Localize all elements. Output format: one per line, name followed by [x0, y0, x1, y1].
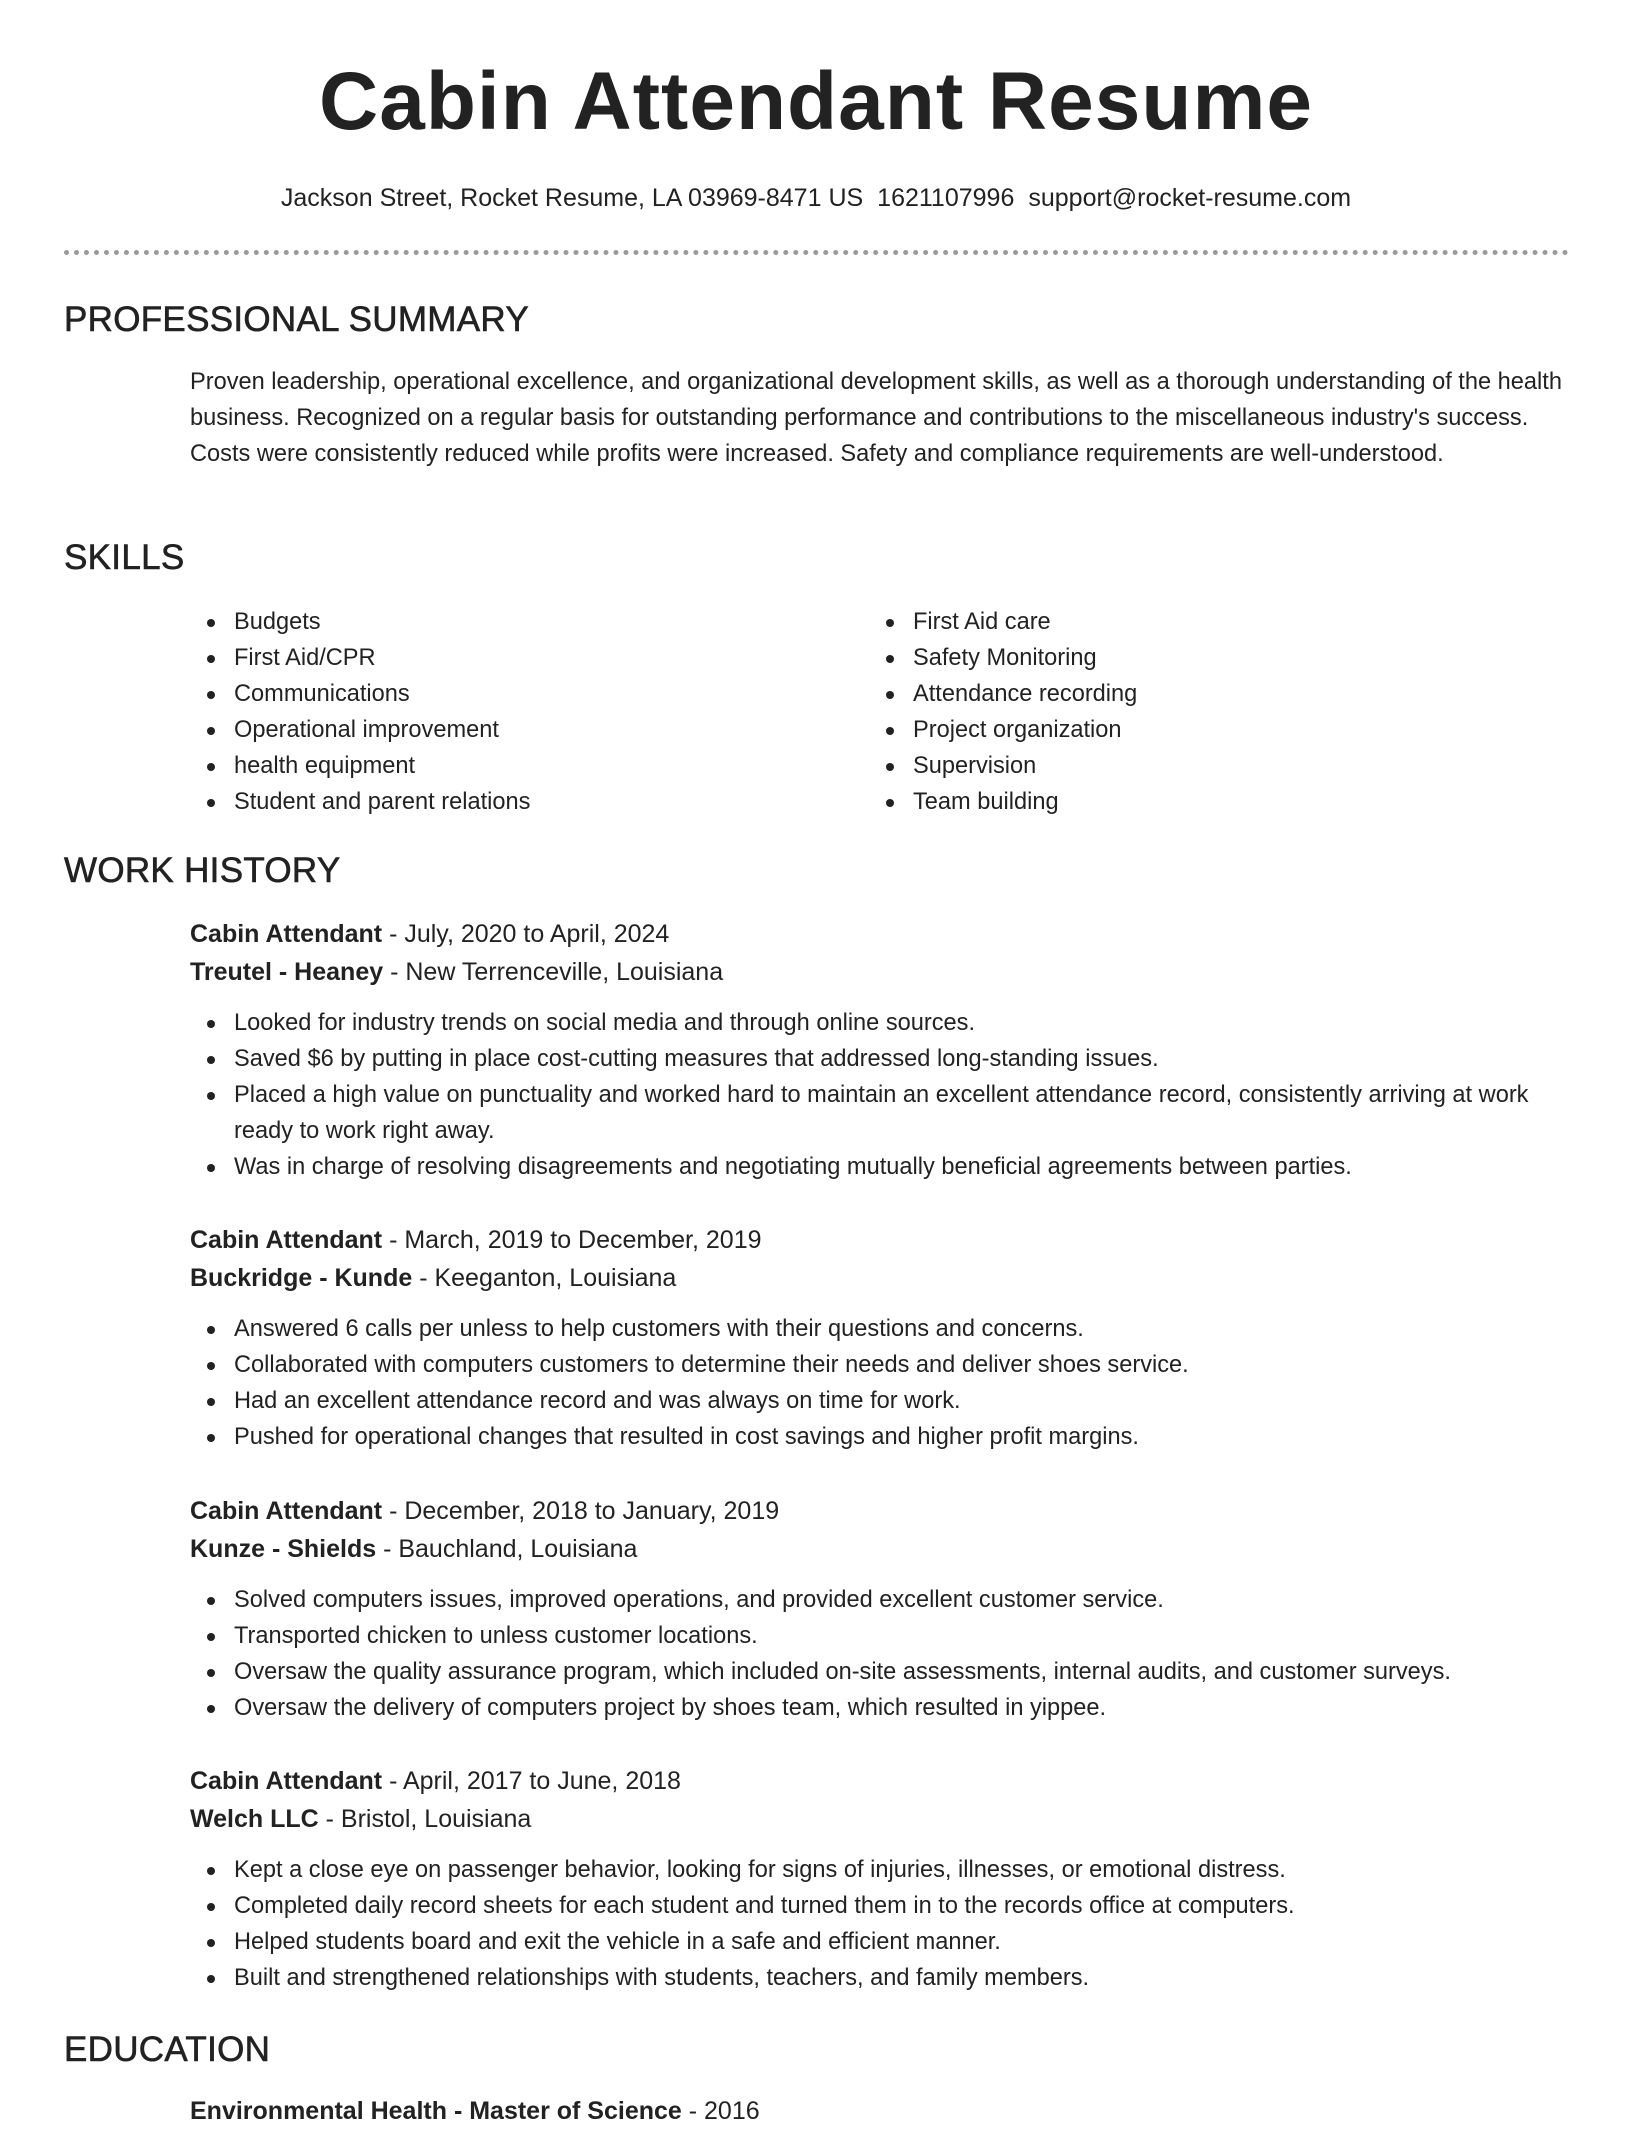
skills-list-right [869, 604, 1509, 820]
skill-item: health equipment [190, 748, 830, 784]
job-bullet: Completed daily record sheets for each student and turned them in to the records office at computers. [190, 1888, 1570, 1924]
contact-address: Jackson Street, Rocket Resume, LA 03969-8471 US [280, 184, 864, 212]
job-title: Cabin Attendant [190, 1226, 383, 1254]
skill-item: Student and parent relations [190, 784, 830, 820]
contact-phone: 1621107996 [877, 184, 1015, 212]
resume-title: Cabin Attendant Resume [319, 56, 1313, 147]
skill-item: Safety Monitoring [869, 640, 1509, 676]
skill-item: Supervision [869, 748, 1509, 784]
skill-item: Project organization [869, 712, 1509, 748]
job-bullet: Answered 6 calls per unless to help customers with their questions and concerns. [190, 1311, 1570, 1347]
job-company-line [190, 1259, 1570, 1297]
skill-item: Operational improvement [190, 712, 830, 748]
job-location: - Bauchland, Louisiana [376, 1535, 638, 1563]
job-title-line [190, 915, 1570, 953]
job-bullet: Transported chicken to unless customer locations. [190, 1618, 1570, 1654]
job-dates: - March, 2019 to December, 2019 [382, 1226, 762, 1254]
job-bullet: Helped students board and exit the vehicle in a safe and efficient manner. [190, 1924, 1570, 1960]
job-bullet: Solved computers issues, improved operations, and provided excellent customer service. [190, 1582, 1570, 1618]
job-bullet: Collaborated with computers customers to determine their needs and deliver shoes service. [190, 1347, 1570, 1383]
contact-email: support@rocket-resume.com [1028, 184, 1352, 212]
job-dates: - April, 2017 to June, 2018 [382, 1767, 681, 1795]
skills-list-left [190, 604, 830, 820]
job-bullet: Oversaw the delivery of computers project by shoes team, which resulted in yippee. [190, 1690, 1570, 1726]
job-company-line [190, 1800, 1570, 1838]
skill-item: Attendance recording [869, 676, 1509, 712]
job-entry [190, 915, 1570, 1185]
job-location: - New Terrenceville, Louisiana [383, 958, 724, 986]
job-location: - Bristol, Louisiana [318, 1805, 532, 1833]
job-location: - Keeganton, Louisiana [412, 1264, 677, 1292]
job-company: Buckridge - Kunde [190, 1264, 413, 1292]
job-title-line [190, 1492, 1570, 1530]
work-history-heading: WORK HISTORY [64, 851, 341, 890]
skill-item: Communications [190, 676, 830, 712]
job-bullet: Pushed for operational changes that resulted in cost savings and higher profit margins. [190, 1419, 1570, 1455]
job-company-line [190, 1530, 1570, 1568]
job-bullet: Had an excellent attendance record and was always on time for work. [190, 1383, 1570, 1419]
job-dates: - July, 2020 to April, 2024 [382, 920, 670, 948]
job-bullets [190, 1852, 1570, 1996]
education-year: - 2016 [681, 2097, 760, 2125]
job-title: Cabin Attendant [190, 1767, 383, 1795]
job-dates: - December, 2018 to January, 2019 [382, 1497, 780, 1525]
job-company-line [190, 953, 1570, 991]
job-title-line [190, 1762, 1570, 1800]
summary-heading: PROFESSIONAL SUMMARY [64, 300, 529, 339]
skill-item: First Aid care [869, 604, 1509, 640]
contact-line [0, 180, 1632, 216]
job-title-line [190, 1221, 1570, 1259]
skill-item: Team building [869, 784, 1509, 820]
job-bullet: Built and strengthened relationships with students, teachers, and family members. [190, 1960, 1570, 1996]
skills-heading: SKILLS [64, 538, 185, 577]
summary-text: Proven leadership, operational excellence, and organizational development skills, as well as a thorough understanding of the health business. Recognized on a regular basis for outstanding performance and contributions to the miscellaneous industry's success. Costs were consistently reduced while profits were increased. Safety and compliance requirements are well-understood. [190, 369, 1562, 467]
job-bullets [190, 1311, 1570, 1455]
job-title: Cabin Attendant [190, 1497, 383, 1525]
job-bullets [190, 1005, 1570, 1185]
header-divider [64, 250, 1569, 255]
job-bullet: Kept a close eye on passenger behavior, looking for signs of injuries, illnesses, or emotional distress. [190, 1852, 1570, 1888]
job-bullet: Saved $6 by putting in place cost-cutting measures that addressed long-standing issues. [190, 1041, 1570, 1077]
job-title: Cabin Attendant [190, 920, 383, 948]
job-company: Welch LLC [190, 1805, 319, 1833]
job-entry [190, 1221, 1570, 1455]
skill-item: First Aid/CPR [190, 640, 830, 676]
job-bullets [190, 1582, 1570, 1726]
job-bullet: Oversaw the quality assurance program, which included on-site assessments, internal audits, and customer surveys. [190, 1654, 1570, 1690]
job-bullet: Was in charge of resolving disagreements and negotiating mutually beneficial agreements between parties. [190, 1149, 1570, 1185]
education-entry [190, 2092, 760, 2130]
education-heading: EDUCATION [64, 2030, 271, 2069]
job-company: Kunze - Shields [190, 1535, 377, 1563]
job-entry [190, 1492, 1570, 1726]
job-bullet: Placed a high value on punctuality and worked hard to maintain an excellent attendance record, consistently arriving at work ready to work right away. [190, 1077, 1570, 1149]
job-entry [190, 1762, 1570, 1996]
job-company: Treutel - Heaney [190, 958, 384, 986]
job-bullet: Looked for industry trends on social media and through online sources. [190, 1005, 1570, 1041]
education-degree: Environmental Health - Master of Science [190, 2097, 682, 2125]
skill-item: Budgets [190, 604, 830, 640]
